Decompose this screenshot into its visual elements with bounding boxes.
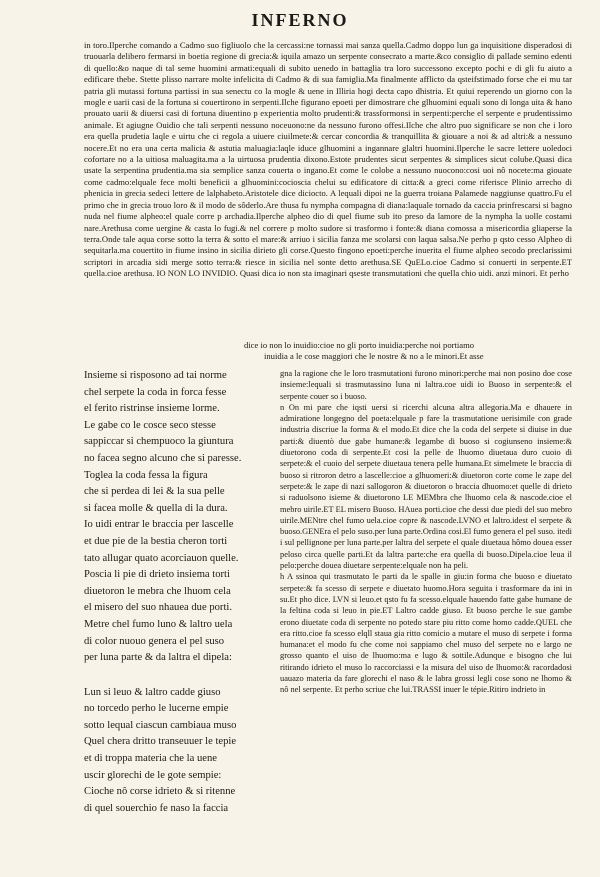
verse-column bbox=[84, 368, 274, 835]
verse-line: el ferito ristrinse insieme lorme. bbox=[84, 403, 220, 415]
commentary-paragraph: gna la ragione che le loro trasmutationi furono minori:perche mai non posino doe cose insieme:lequali si trasmutassino luna ni laltra.coe uidi io Buoso in serpente:& el serpente couer so i buoso. bbox=[280, 369, 572, 401]
verse-line: Le gabe co le cosce seco stesse bbox=[84, 419, 216, 431]
page-title: INFERNO bbox=[251, 10, 349, 30]
commentary-paragraph: n On mi pare che iqsti uersi si ricerchi alcuna altra allegoria.Ma e dhauere in admiratione longegno del poeta:elquale p fare la trasmutatione uerisimile con grade industria discriue la forma & el modo.Et dice che la coda del serpete si diuise in due parti:& diuentò due gabe humane:& legambe di buoso si cogiunseno insieme:& diuetorono coda di serpente.Et cosi la pelle de lhuomo diuetaua duro cuoio di serpete:& el cuoio del serpete diuetaua tenera pelle humana.Et simelmete le braccia di buoso si ritroron detro a lascelle:cioe a glhuomeri:& diuetoron corte come le zape del serpete:& le zape di nazi sallogoron & diuetoron o braccia dhuomo:et quelle di drieto si raduolsono isieme & diuetorono LE MEMbra che lhuomo cela & nascode.cioe el mebro uirile.ET EL misero Buoso. HAuea porti.cioe che dessi due piedi del suo mebro uirile.MENtre chel fumo uela.cioe copre & nascode.LVNO et laltro.idest el serpete & buoso.GENEra el pelo suso.per luna parte.Ordina cosi.El fumo genera el pel suso. itedi i sul pellignone per luna parte.per laltra del serpete el quale diuetaua hômo douea esser peloso circa quelle parti.Et da laltra parte:che era quella di buoso.Dipela.cioe leua il pelo:perche douea diuetare serpente:elquale non ha peli. bbox=[280, 402, 572, 571]
verse-line: et di troppa materia che la uene bbox=[84, 753, 217, 765]
verse-line: sotto lequal ciascun cambiaua muso bbox=[84, 719, 237, 731]
verse-block bbox=[84, 685, 274, 818]
verse-line: per luna parte & da laltra el dipela: bbox=[84, 652, 232, 664]
verse-line: di color nuouo genera el pel suso bbox=[84, 635, 225, 647]
verse-line: chel serpete la coda in forca fesse bbox=[84, 386, 227, 398]
verse-line: si facea molle & quella di la dura. bbox=[84, 502, 228, 514]
verse-block bbox=[84, 368, 274, 667]
bridge-right: inuidia a le cose maggiori che le nostre & no a le minori.Et asse bbox=[264, 351, 484, 361]
verse-line: Cioche nô corse idrieto & si ritenne bbox=[84, 786, 236, 798]
verse-line: Toglea la coda fessa la figura bbox=[84, 469, 208, 481]
verse-line: Lun si leuo & laltro cadde giuso bbox=[84, 686, 221, 698]
verse-line: che si perdea di lei & la sua pelle bbox=[84, 486, 225, 498]
verse-line: et due pie de la bestia cheron torti bbox=[84, 535, 228, 547]
verse-line: Metre chel fumo luno & laltro uela bbox=[84, 618, 233, 630]
verse-line: no torcedo perho le lucerne empie bbox=[84, 703, 229, 715]
verse-line: no facea segno alcuno che si paresse. bbox=[84, 452, 242, 464]
verse-line: di quel souerchio fe naso la faccia bbox=[84, 802, 229, 814]
verse-line: Insieme si risposono ad tai norme bbox=[84, 370, 227, 381]
verse-line: Io uidi entrar le braccia per lascelle bbox=[84, 519, 234, 531]
commentary-paragraph: in toro.Ilperche comando a Cadmo suo figliuolo che la cercassi:ne tornassi mai sanza quella.Cadmo doppo lun ga inquisitione disperadosi di truouarla delibero fermarsi in boetia regione di grecia:& iquila amazo un serpente consecrato a marte.&co consiglio di pallade semino edenti di quello:&o naque di tal seme huomini armati:equali di subito uenedo in battaglia tra loro successono excepto pochi e di gli fu aiuto a edificare thebe. Stette plisso narrare molte infelicita di Cadmo & di sua famiglia.Ma finalmente afflicto da qsteifstimado forse che ei mu tar patria gli mutassi fortuna partissi in sua senectu co la mogle & uene in Illiria hogi decta capo dhistria. Et quiui reperendo un giorno con la mogle e uarii casi de la fortuna si couertirono in serpenti.Ilche figurano epoeti per dimostrare che glhuomini equali sono di longa uita & hano prouato uarii & diuersi casi di fortuna diuentino p experientia molto prudenti:& trassformonsi in serpenti:perche el serpente e prudentissimo animale. Et agiugne Ouidio che tali serpenti nessuno noceuono:ne da nessuno furono offesi.Ilche che altro puo significare se non che i loro era quella prudetia laqle e uirtu che ci regola a uiuere ciuilmete:& cercar concordia & tranquillita & giouare a noi & ad altri:& a nessuno nocere.Et no era una certa malicia & astutia maluagia:laqle iduce glhuomini a ingannare glaltri huomini.Ilperche le sacre lettere uoledoci cofortare no a la uitiosa maluagita.ma a la uirtuosa prudentia dixono.Estote prudentes sicut serpentes & simplices sicut colube.Quasi dica usate la serpentina prudentia.ma sia semplice sanza couerta o ingano.Et come le colobe a nessuno nuocono:cosi uoi nô nocete:ma giouate come cadmo:elquale fece molti beneficii a glhuomini:cocioscia chelui su edificatore di citta:& a greci come riferisce Plinio arrecho di phenicia in grecia sedeci lettere de lalphabeto.Aristotele dice diciocto. A lequali dipoi ne la guerra troiana Palamede naggiunse quattro.Fu el primo che in grecia trouo loro & il modo de sôderlo.Are thusa fu nympha compagna di diana:laquale tornado da caccia prinfrescarsi si bagno nuda nel fiume alpheo:el quale corre p archadia.Ilperche alpheo dio di quel fiume sub ito preso da lamore de la nympha la uolle costami nare.Arethusa come uergine & casta lo fugi.& nel correre p molto sudore si trasformo i fonte:& diana comossa a misericordia gliaperse la terra.Onde tale aqua corse sotto la terra & sotto el mare:& arriuo i sicilia fanza me scolarsi con laqua salsa.Ne perho p qsto cesso Alpheo di sequitarla.ma couertito in fiume insino in sicilia dirieto gli corse.Questo fingono epoeti:perche inuerita el fiume alpheo secodo preclarissimi scriptori in arcadia sidi merge sotto terra:& riesce in sicilia nel sonte detto arethusa.SE QuELo.cioe Cadmo si conuerti in serpente.ET quella.cioe arethusa. IO NON LO INVIDIO. Quasi dica io non sta imaginari qseste transmutationi che quella chio uidi. anzi minori. Et perho bbox=[84, 40, 572, 279]
verse-line: tato allugar quato acorciauon quelle. bbox=[84, 552, 239, 564]
verse-line: diuetoron le mebra che lhuom cela bbox=[84, 585, 231, 597]
verse-line: sappiccar si chempuoco la giuntura bbox=[84, 436, 234, 448]
commentary-right bbox=[280, 368, 572, 696]
commentary-top bbox=[84, 40, 572, 280]
verse-line: Poscia li pie di drieto insiema torti bbox=[84, 569, 230, 581]
commentary-paragraph: h A ssinoa qui trasmutato le parti da le spalle in giu:in forma che buoso e diuetato serpete:& fa scesso di serpete e diuetato huomo.Hora seguita i trasformare da ini in su.Et pho dice. LVN si leuo.et qsto fu fa scesso.elquale hauendo fatte gabe humane de la feltina coda si leuo in pie.ET Laltro cadde giuso. Et buoso perche le sue gambe erono diuetate coda di serpente no potedo stare piu ritto come homo cadde.QUEL che era ritto.cioe fa scesso elqll staua gia ritto comicio a mutare el muso di serpete i forma humana:et el modo fu che come noi sappiamo chel muso del serpete no e largo ne grosso quanto el uiso de lhuomo:ma e lugo & sottile.Adunque e bisogno che lui ritirando idrieto el muso lo raccorciassi e la misura del uiso de lhuomo:& racordadosi uauazo materia da fare glorechi el naso & le labra grossi legli cose sono ne lhomo & nô nel serpente. Et perho scriue che lui.TRASSI inuer le tépie.Ritiro indrieto in bbox=[280, 572, 572, 695]
verse-line: uscir glorechi de le gote sempie: bbox=[84, 769, 222, 781]
verse-line: Quel chera dritto transeuuer le tepie bbox=[84, 736, 237, 748]
verse-line: el misero del suo nhauea due porti. bbox=[84, 602, 232, 614]
bridge-left: dice io non lo inuidio:cioe no gli porto inuidia:perche noi portiamo bbox=[244, 340, 475, 350]
